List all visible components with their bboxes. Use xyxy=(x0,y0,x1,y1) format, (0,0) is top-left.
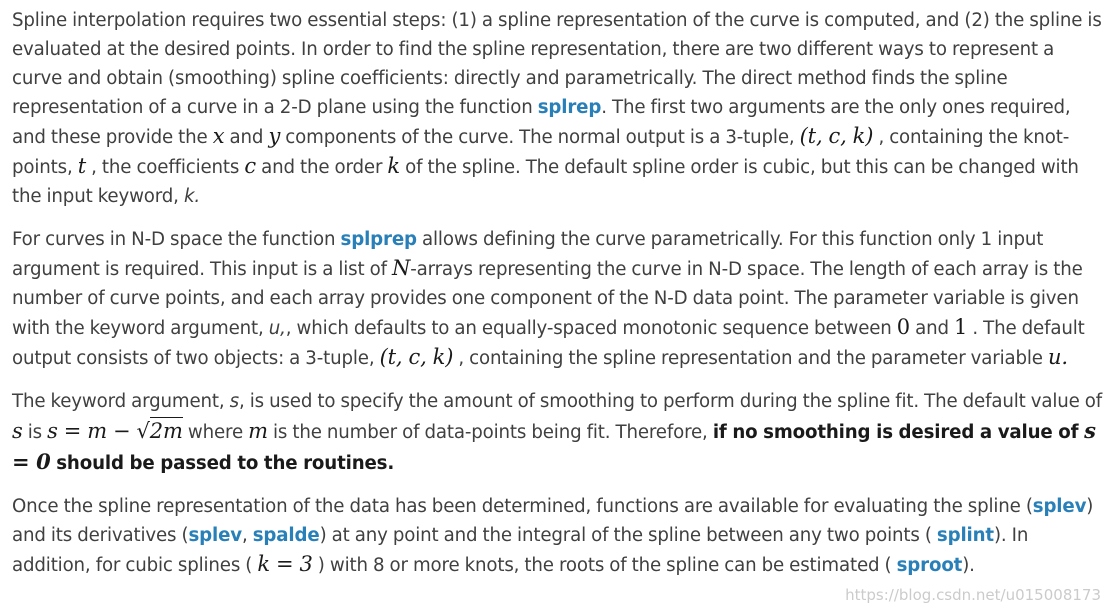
text: -arrays representing the curve in N-D space. The length of each array is the number of curve points, and each array provides one component of the N-D data point. The parameter variable is given with the keyword argument, xyxy=(12,259,1083,339)
text: , xyxy=(241,525,253,546)
document-body xyxy=(12,6,1109,594)
watermark: https://blog.csdn.net/u015008173 xyxy=(845,586,1101,604)
math-zero xyxy=(897,315,910,339)
text: ) with 8 or more knots, the roots of the spline can be estimated ( xyxy=(312,555,897,576)
text: , is used to specify the amount of smoothing to perform during the spline fit. The default value of xyxy=(238,391,1103,412)
link-splev[interactable]: splev xyxy=(1032,496,1087,517)
text: ). In addition, for cubic splines ( xyxy=(12,525,1029,576)
emphasis-s: s xyxy=(229,391,239,412)
math-m: m xyxy=(248,419,268,443)
math-s: s xyxy=(12,419,23,443)
math-tck: (t, c, k) xyxy=(799,124,874,148)
math-one xyxy=(954,315,967,339)
math-k: k xyxy=(387,154,400,178)
link-splint[interactable]: splint xyxy=(936,525,994,546)
text: of the spline. The default spline order is cubic, but this can be changed with the input keyword, xyxy=(12,157,1079,207)
strong-text: if no smoothing is desired a value of xyxy=(712,422,1085,443)
text: . The first two arguments are the only ones required, and these provide the xyxy=(12,97,1071,148)
text: , the coefficients xyxy=(86,157,245,178)
text: allows defining the curve parametrically. For this function only 1 input argument is required. This input is a list of xyxy=(12,229,1044,280)
math-radicand: 2m xyxy=(149,419,183,443)
paragraph-smoothing xyxy=(12,387,1109,478)
text: , containing the spline representation and the parameter variable xyxy=(453,348,1048,369)
sqrt-symbol: √ xyxy=(136,419,150,443)
emphasis-u: u, xyxy=(268,318,286,339)
link-sproot[interactable]: sproot xyxy=(896,555,963,576)
math-zero-value: 0 xyxy=(896,315,911,339)
text: . The default output consists of two objects: a 3-tuple, xyxy=(12,318,1085,369)
link-splev-derivatives[interactable]: splev xyxy=(188,525,242,546)
math-N: N xyxy=(391,256,411,280)
text: , which defaults to an equally-spaced monotonic sequence between xyxy=(285,318,897,339)
text: and xyxy=(910,318,955,339)
link-spalde[interactable]: spalde xyxy=(252,525,320,546)
text: , containing the knot-points, xyxy=(12,127,1070,178)
text: ) and its derivatives ( xyxy=(12,496,1094,546)
text: ). xyxy=(962,555,975,576)
text: For curves in N-D space the function xyxy=(12,229,341,250)
text: ) at any point and the integral of the spline between any two points ( xyxy=(319,525,937,546)
paragraph-spline-steps xyxy=(12,6,1109,211)
math-y: y xyxy=(268,124,281,148)
math-s-formula xyxy=(47,417,183,443)
paragraph-nd-curves xyxy=(12,225,1109,373)
math-c: c xyxy=(244,154,256,178)
emphasis-k: k. xyxy=(183,186,200,207)
math-u: u. xyxy=(1047,345,1068,369)
math-s-zero: s = 0 xyxy=(12,418,1096,474)
paragraph-evaluation xyxy=(12,492,1109,580)
text: Spline interpolation requires two essential steps: (1) a spline representation of the curve is computed, and (2) the spline is evaluated at the desired points. In order to find the spline representation, there are two different ways to represent a curve and obtain (smoothing) spline coefficients: directly and parametrically. The direct method finds the spline representation of a curve in a 2-D plane using the function xyxy=(12,10,1102,118)
text: components of the curve. The normal output is a 3-tuple, xyxy=(280,127,800,148)
math-one-value: 1 xyxy=(954,315,968,339)
math-t: t xyxy=(77,154,87,178)
text: is the number of data-points being fit. Therefore, xyxy=(267,422,713,443)
text: where xyxy=(182,422,249,443)
link-splprep[interactable]: splprep xyxy=(340,229,417,250)
text: Once the spline representation of the data has been determined, functions are available for evaluating the spline ( xyxy=(12,496,1033,517)
math-x: x xyxy=(212,124,225,148)
text: and the order xyxy=(255,157,388,178)
text: and xyxy=(224,127,269,148)
math-s-equals: s = m − xyxy=(47,419,137,443)
math-k-equals-3: k = 3 xyxy=(257,552,313,576)
math-tck: (t, c, k) xyxy=(379,345,454,369)
text: The keyword argument, xyxy=(12,391,230,412)
link-splrep[interactable]: splrep xyxy=(537,97,602,118)
strong-text: should be passed to the routines. xyxy=(50,453,395,474)
text: is xyxy=(22,422,48,443)
